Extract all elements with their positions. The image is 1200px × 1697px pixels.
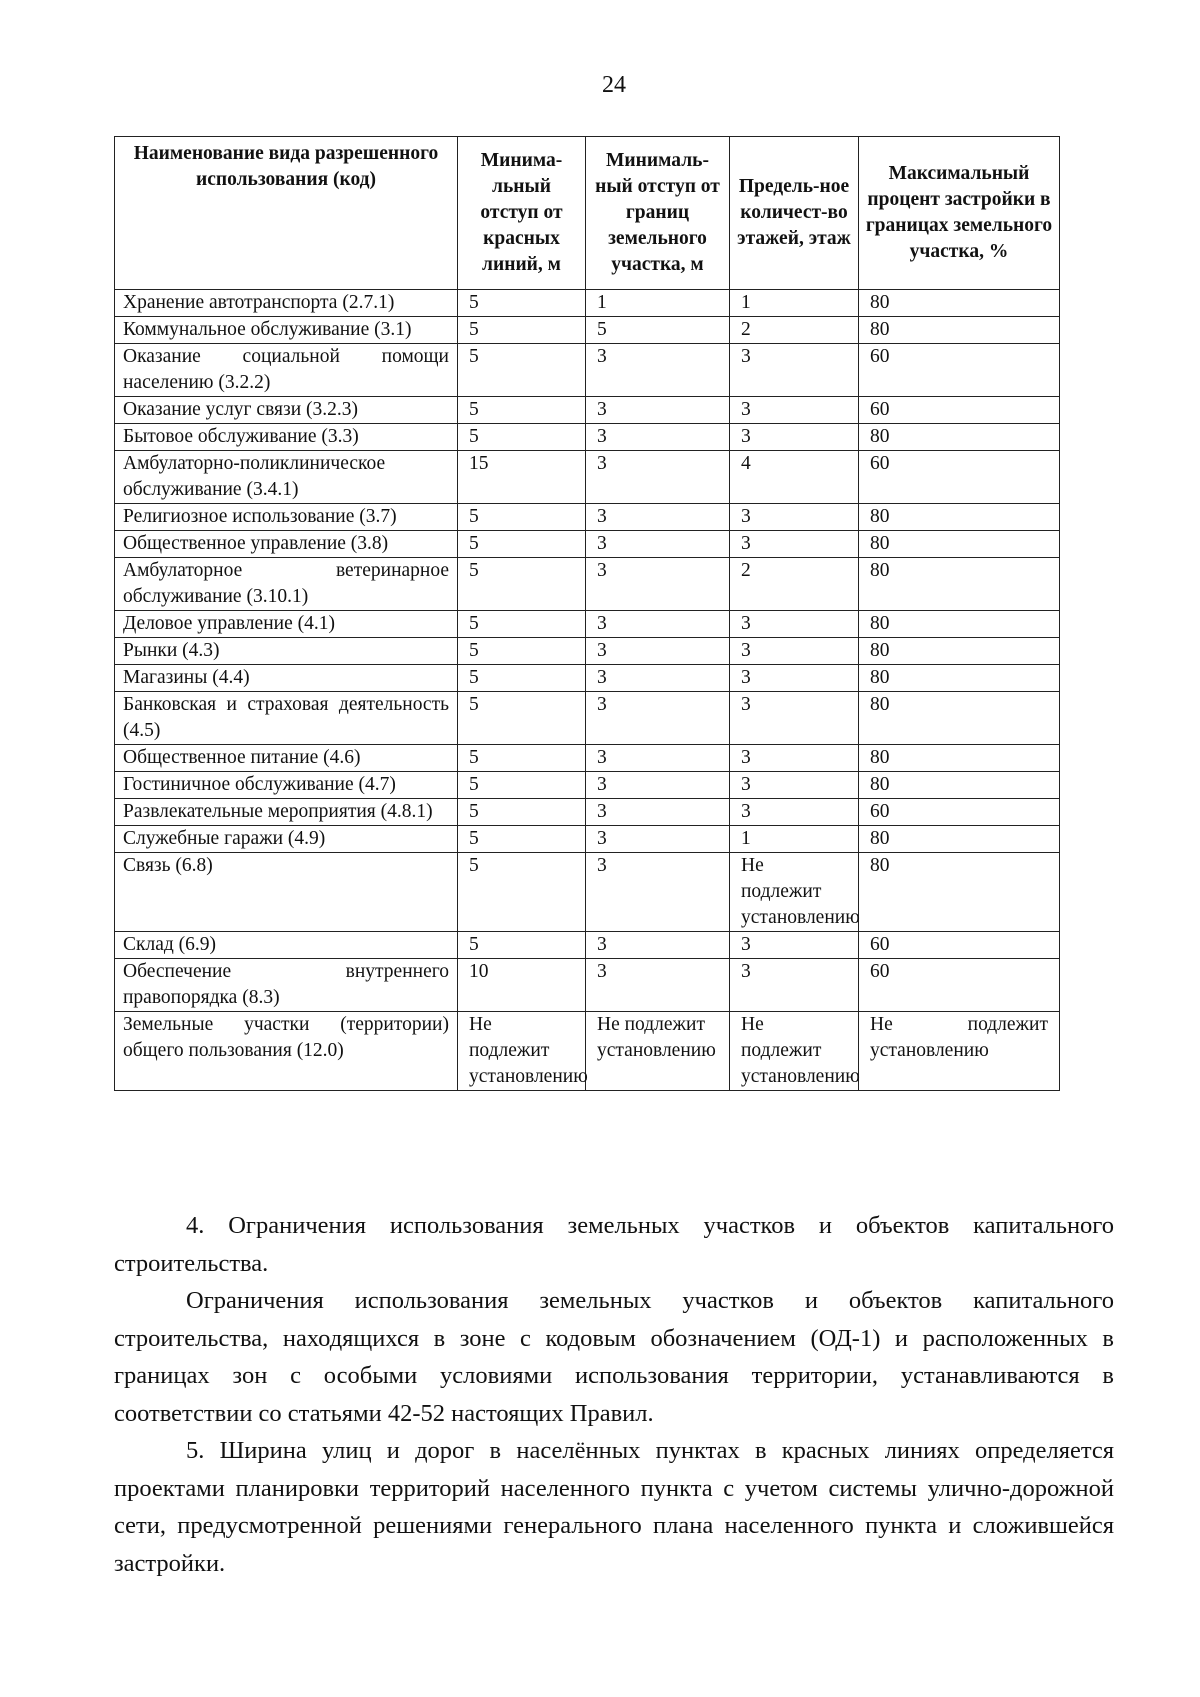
use-type-cell: Склад (6.9): [115, 932, 458, 959]
red-line-cell: 5: [458, 317, 586, 344]
plot-border-cell: 3: [586, 799, 730, 826]
coverage-cell: 80: [859, 692, 1060, 745]
paragraph-section-4-title: 4. Ограничения использования земельных участков и объектов капитального строительства.: [114, 1212, 1114, 1277]
floors-cell: Не подлежит установлению: [730, 1012, 859, 1091]
red-line-cell: 5: [458, 772, 586, 799]
use-type-cell: Обеспечение внутреннего правопорядка (8.3): [115, 959, 458, 1012]
coverage-cell: 80: [859, 290, 1060, 317]
table-row: [115, 424, 1060, 451]
floors-cell: 3: [730, 772, 859, 799]
floors-cell: 4: [730, 451, 859, 504]
coverage-cell: 60: [859, 959, 1060, 1012]
use-type-cell: Общественное управление (3.8): [115, 531, 458, 558]
header-use-type: Наименование вида разрешенного использования (код): [115, 137, 458, 290]
table-row: [115, 1012, 1060, 1091]
table-row: [115, 451, 1060, 504]
page-number: 24: [602, 72, 626, 98]
land-use-regulations-table: [114, 136, 1060, 1091]
plot-border-cell: 3: [586, 397, 730, 424]
use-type-cell: Бытовое обслуживание (3.3): [115, 424, 458, 451]
use-type-cell: Деловое управление (4.1): [115, 611, 458, 638]
coverage-cell: 60: [859, 451, 1060, 504]
coverage-cell: 80: [859, 531, 1060, 558]
floors-cell: 3: [730, 397, 859, 424]
table-row: [115, 344, 1060, 397]
red-line-cell: 5: [458, 611, 586, 638]
coverage-cell: 80: [859, 826, 1060, 853]
plot-border-cell: 3: [586, 959, 730, 1012]
floors-cell: Не подлежит установлению: [730, 853, 859, 932]
red-line-cell: 5: [458, 344, 586, 397]
plot-border-cell: 3: [586, 692, 730, 745]
floors-cell: 3: [730, 638, 859, 665]
coverage-cell: 80: [859, 424, 1060, 451]
red-line-cell: 5: [458, 638, 586, 665]
table-row: [115, 397, 1060, 424]
coverage-cell: 80: [859, 317, 1060, 344]
plot-border-cell: 5: [586, 317, 730, 344]
red-line-cell: 5: [458, 826, 586, 853]
plot-border-cell: 1: [586, 290, 730, 317]
use-type-cell: Магазины (4.4): [115, 665, 458, 692]
table-row: [115, 826, 1060, 853]
header-red-line-setback: Минима-льный отступ от красных линий, м: [458, 137, 586, 290]
table-row: [115, 772, 1060, 799]
table-row: [115, 317, 1060, 344]
red-line-cell: 5: [458, 692, 586, 745]
plot-border-cell: Не подлежит установлению: [586, 1012, 730, 1091]
floors-cell: 3: [730, 692, 859, 745]
red-line-cell: 5: [458, 424, 586, 451]
table-row: [115, 745, 1060, 772]
use-type-cell: Банковская и страховая деятельность (4.5): [115, 692, 458, 745]
plot-border-cell: 3: [586, 504, 730, 531]
coverage-cell: 80: [859, 853, 1060, 932]
coverage-cell: 80: [859, 558, 1060, 611]
plot-border-cell: 3: [586, 424, 730, 451]
table-row: [115, 638, 1060, 665]
plot-border-cell: 3: [586, 826, 730, 853]
use-type-cell: Хранение автотранспорта (2.7.1): [115, 290, 458, 317]
table-row: [115, 558, 1060, 611]
use-type-cell: Рынки (4.3): [115, 638, 458, 665]
header-plot-border-setback: Минималь-ный отступ от границ земельного участка, м: [586, 137, 730, 290]
floors-cell: 3: [730, 665, 859, 692]
plot-border-cell: 3: [586, 745, 730, 772]
header-max-coverage: Максимальный процент застройки в границах земельного участка, %: [859, 137, 1060, 290]
use-type-cell: Гостиничное обслуживание (4.7): [115, 772, 458, 799]
red-line-cell: 5: [458, 290, 586, 317]
table-row: [115, 959, 1060, 1012]
red-line-cell: 5: [458, 531, 586, 558]
table-row: [115, 692, 1060, 745]
table-row: [115, 290, 1060, 317]
red-line-cell: 10: [458, 959, 586, 1012]
floors-cell: 2: [730, 558, 859, 611]
use-type-cell: Религиозное использование (3.7): [115, 504, 458, 531]
body-text: [114, 1207, 1114, 1582]
coverage-cell: 60: [859, 799, 1060, 826]
coverage-cell: 80: [859, 504, 1060, 531]
use-type-cell: Амбулаторное ветеринарное обслуживание (3.10.1): [115, 558, 458, 611]
use-type-cell: Земельные участки (территории) общего пользования (12.0): [115, 1012, 458, 1091]
use-type-cell: Амбулаторно-поликлиническое обслуживание (3.4.1): [115, 451, 458, 504]
plot-border-cell: 3: [586, 611, 730, 638]
red-line-cell: 5: [458, 558, 586, 611]
floors-cell: 3: [730, 799, 859, 826]
plot-border-cell: 3: [586, 665, 730, 692]
coverage-cell: Не подлежит установлению: [859, 1012, 1060, 1091]
paragraph-section-4-body: Ограничения использования земельных участков и объектов капитального строительства, находящихся в зоне с кодовым обозначением (ОД-1) и расположенных в границах зон с особыми условиями использования территории, устанавливаются в соответствии со статьями 42-52 настоящих Правил.: [114, 1287, 1114, 1427]
red-line-cell: Не подлежит установлению: [458, 1012, 586, 1091]
floors-cell: 2: [730, 317, 859, 344]
coverage-cell: 80: [859, 665, 1060, 692]
floors-cell: 1: [730, 290, 859, 317]
floors-cell: 3: [730, 531, 859, 558]
plot-border-cell: 3: [586, 932, 730, 959]
header-max-floors: Предель-ное количест-во этажей, этаж: [730, 137, 859, 290]
coverage-cell: 80: [859, 772, 1060, 799]
floors-cell: 3: [730, 959, 859, 1012]
table-row: [115, 665, 1060, 692]
coverage-cell: 60: [859, 344, 1060, 397]
plot-border-cell: 3: [586, 772, 730, 799]
use-type-cell: Оказание услуг связи (3.2.3): [115, 397, 458, 424]
red-line-cell: 5: [458, 932, 586, 959]
red-line-cell: 5: [458, 799, 586, 826]
floors-cell: 1: [730, 826, 859, 853]
coverage-cell: 60: [859, 932, 1060, 959]
plot-border-cell: 3: [586, 451, 730, 504]
floors-cell: 3: [730, 745, 859, 772]
red-line-cell: 5: [458, 665, 586, 692]
table-row: [115, 531, 1060, 558]
floors-cell: 3: [730, 344, 859, 397]
table-row: [115, 504, 1060, 531]
floors-cell: 3: [730, 932, 859, 959]
plot-border-cell: 3: [586, 531, 730, 558]
table-row: [115, 853, 1060, 932]
use-type-cell: Развлекательные мероприятия (4.8.1): [115, 799, 458, 826]
use-type-cell: Служебные гаражи (4.9): [115, 826, 458, 853]
plot-border-cell: 3: [586, 558, 730, 611]
table-header-row: [115, 137, 1060, 290]
use-type-cell: Коммунальное обслуживание (3.1): [115, 317, 458, 344]
table-row: [115, 611, 1060, 638]
red-line-cell: 5: [458, 504, 586, 531]
plot-border-cell: 3: [586, 638, 730, 665]
red-line-cell: 5: [458, 745, 586, 772]
red-line-cell: 15: [458, 451, 586, 504]
coverage-cell: 80: [859, 611, 1060, 638]
plot-border-cell: 3: [586, 853, 730, 932]
floors-cell: 3: [730, 504, 859, 531]
table-row: [115, 799, 1060, 826]
paragraph-section-5: 5. Ширина улиц и дорог в населённых пунктах в красных линиях определяется проектами планировки территорий населенного пункта с учетом системы улично-дорожной сети, предусмотренной решениями генерального плана населенного пункта и сложившейся застройки.: [114, 1437, 1114, 1577]
coverage-cell: 80: [859, 745, 1060, 772]
use-type-cell: Оказание социальной помощи населению (3.2.2): [115, 344, 458, 397]
coverage-cell: 80: [859, 638, 1060, 665]
coverage-cell: 60: [859, 397, 1060, 424]
use-type-cell: Общественное питание (4.6): [115, 745, 458, 772]
floors-cell: 3: [730, 424, 859, 451]
red-line-cell: 5: [458, 853, 586, 932]
red-line-cell: 5: [458, 397, 586, 424]
floors-cell: 3: [730, 611, 859, 638]
table-row: [115, 932, 1060, 959]
use-type-cell: Связь (6.8): [115, 853, 458, 932]
plot-border-cell: 3: [586, 344, 730, 397]
